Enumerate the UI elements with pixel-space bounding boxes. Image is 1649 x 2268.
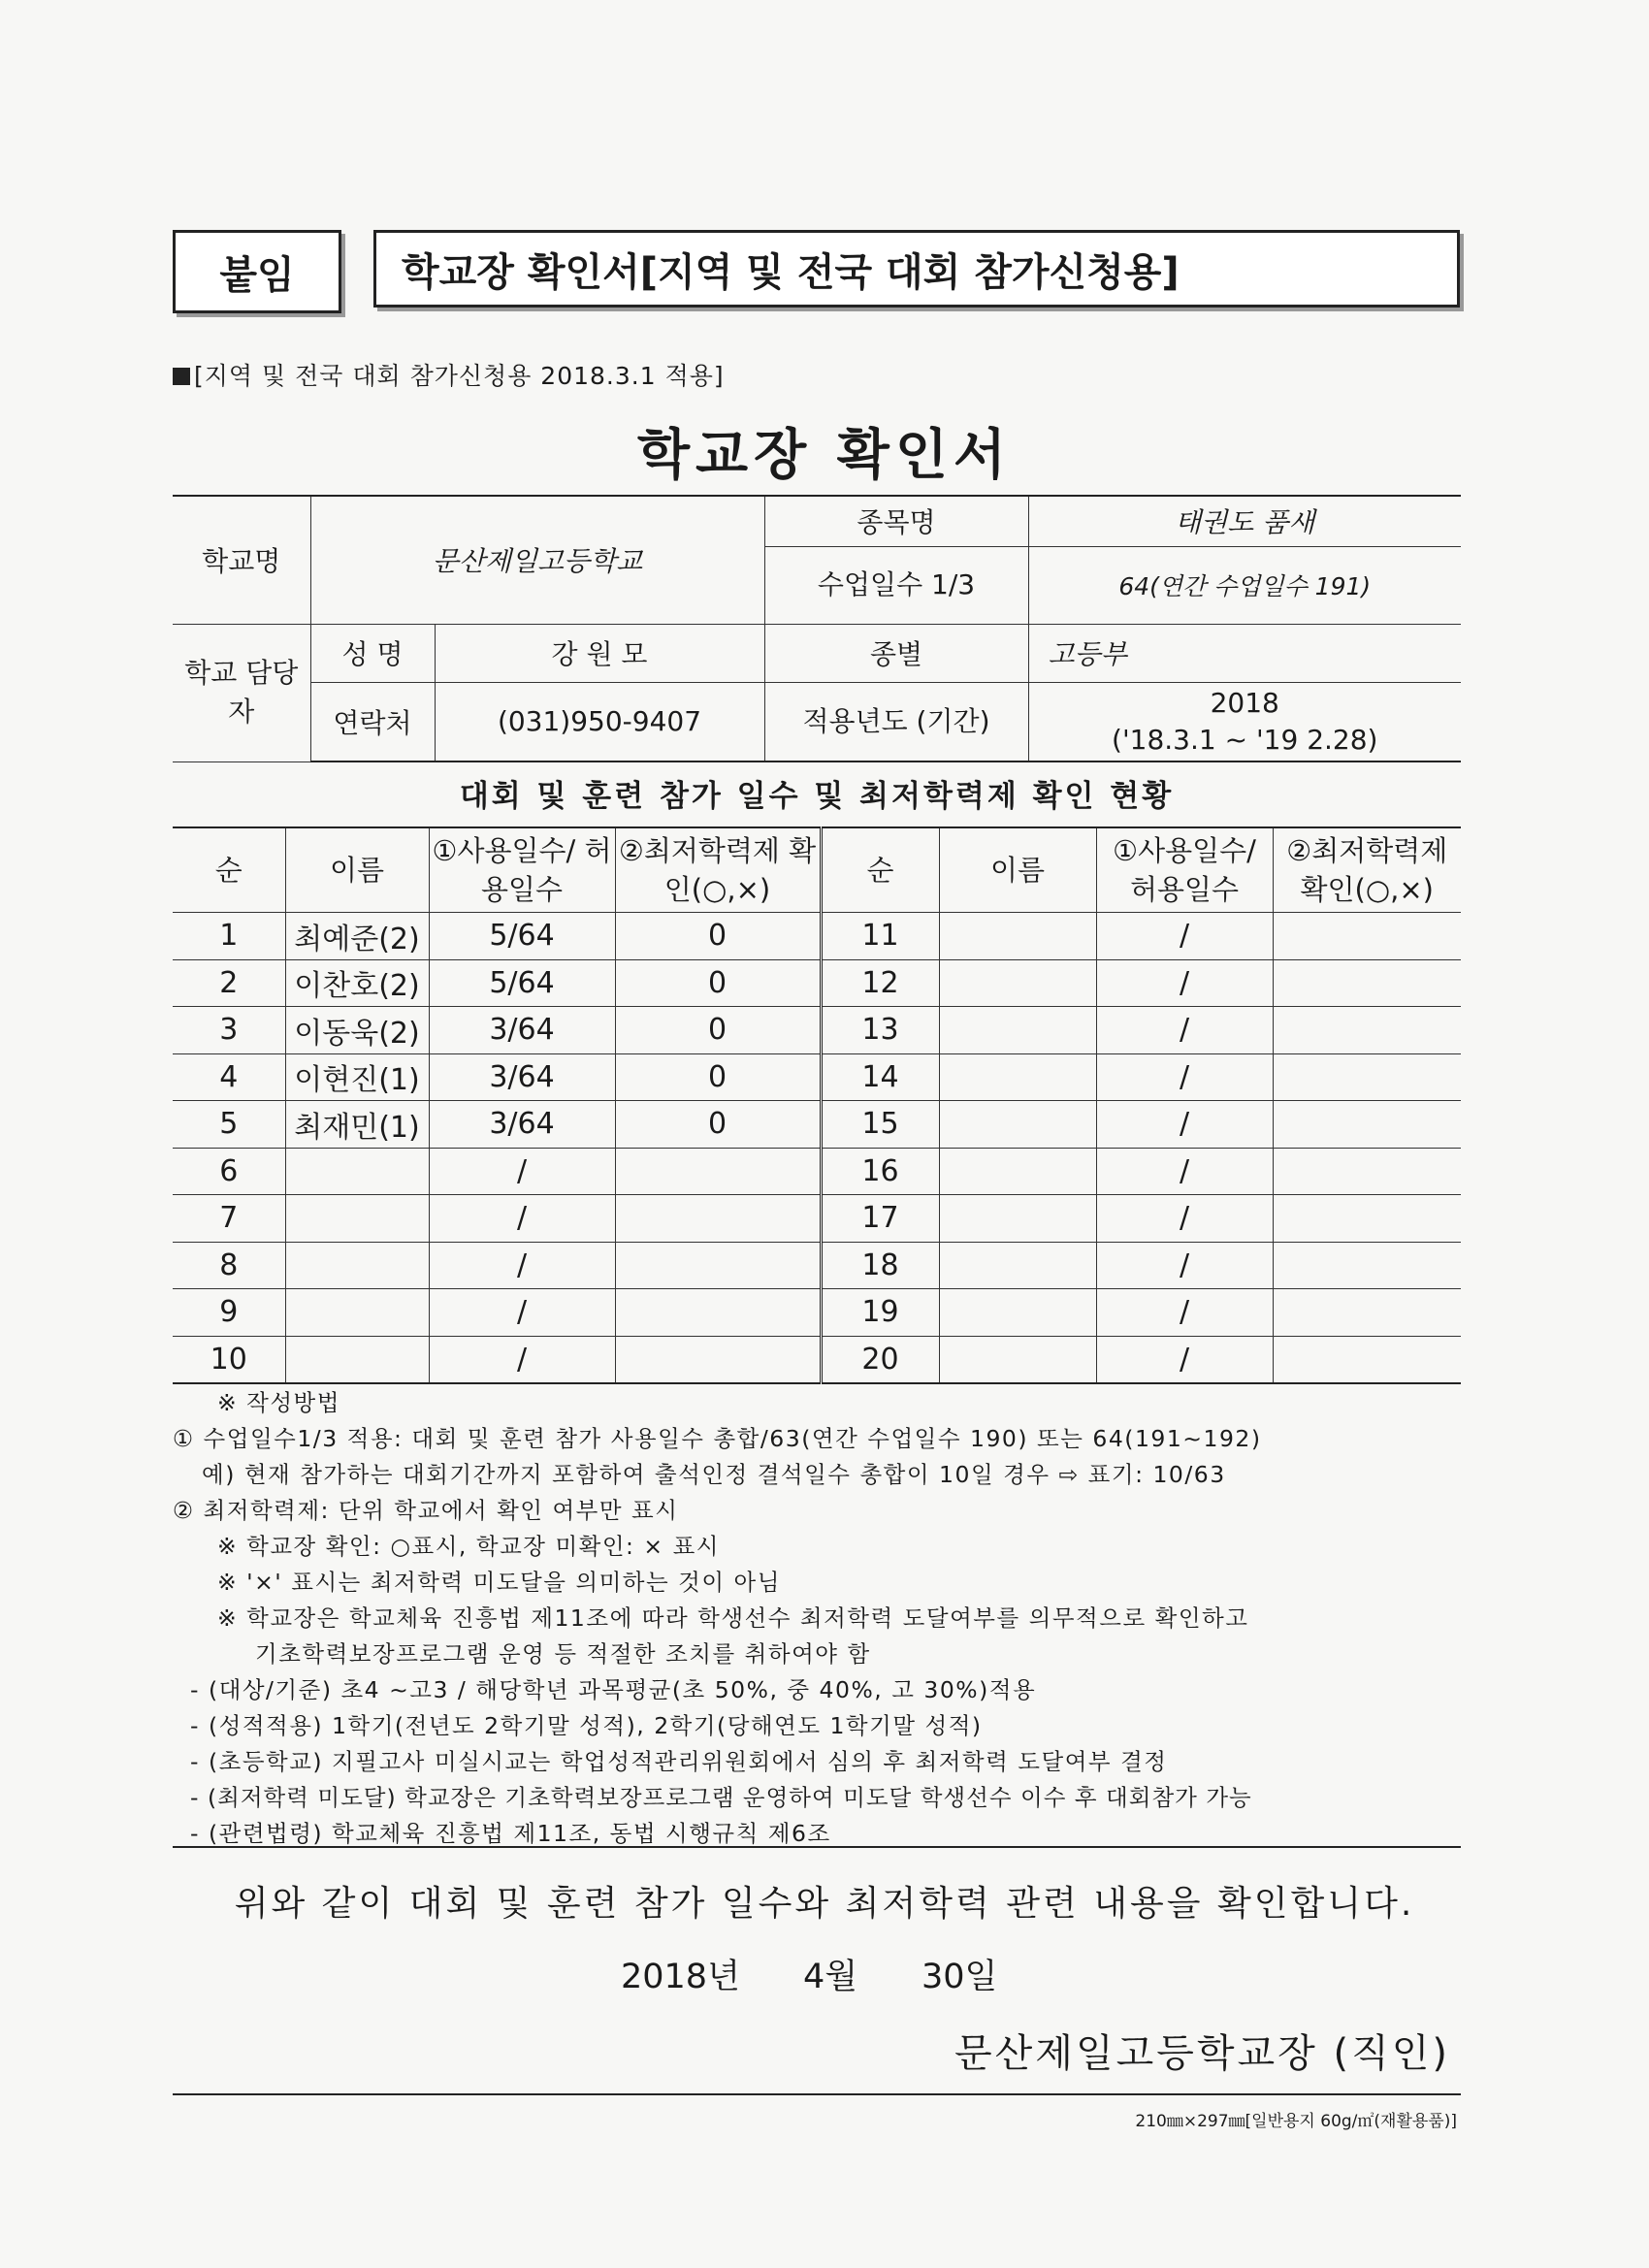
attachment-tag: 붙임 <box>173 230 341 313</box>
student-name <box>285 1195 429 1243</box>
student-name <box>939 1101 1096 1149</box>
date-year: 2018년 <box>621 1958 740 1996</box>
instruction-line: - (초등학교) 지필고사 미실시교는 학업성적관리위원회에서 심의 후 최저학력 도달여부 결정 <box>190 1748 1168 1775</box>
col-header-days: ①사용일수/ 허용일수 <box>1096 827 1273 913</box>
academic-check <box>1273 913 1461 960</box>
table-row <box>173 1148 1461 1195</box>
academic-check: 0 <box>615 1101 821 1149</box>
days-used: / <box>1096 1101 1273 1149</box>
academic-check <box>1273 1289 1461 1337</box>
academic-check <box>1273 1053 1461 1101</box>
event-value: 태권도 품새 <box>1028 496 1461 546</box>
division-value: 고등부 <box>1028 624 1461 682</box>
days-used: / <box>1096 1053 1273 1101</box>
applicability-note <box>173 357 725 392</box>
student-name <box>939 913 1096 960</box>
row-number: 2 <box>173 959 285 1007</box>
student-name <box>939 1148 1096 1195</box>
row-number: 17 <box>821 1195 939 1243</box>
col-header-check: ②최저학력제 확인(○,×) <box>1273 827 1461 913</box>
row-number: 12 <box>821 959 939 1007</box>
row-number: 1 <box>173 913 285 960</box>
instruction-line: ② 최저학력제: 단위 학교에서 확인 여부만 표시 <box>173 1497 679 1524</box>
instruction-line: - (최저학력 미도달) 학교장은 기초학력보장프로그램 운영하여 미도달 학생선수 이수 후 대회참가 가능 <box>190 1784 1252 1811</box>
days-used: / <box>429 1242 615 1289</box>
instruction-line: ※ 학교장 확인: ○표시, 학교장 미확인: × 표시 <box>217 1533 720 1560</box>
instruction-line: - (성적적용) 1학기(전년도 2학기말 성적), 2학기(당해연도 1학기말 성적) <box>190 1712 983 1739</box>
table-row <box>173 1336 1461 1383</box>
academic-check: 0 <box>615 1007 821 1054</box>
academic-check <box>615 1195 821 1243</box>
student-name <box>939 1336 1096 1383</box>
student-name <box>285 1289 429 1337</box>
date-day: 30일 <box>922 1958 998 1996</box>
academic-check <box>615 1289 821 1337</box>
school-info-table <box>173 495 1461 762</box>
days-used: / <box>1096 959 1273 1007</box>
row-number: 9 <box>173 1289 285 1337</box>
student-name <box>939 1007 1096 1054</box>
divider <box>173 2093 1461 2095</box>
days-used: / <box>429 1336 615 1383</box>
event-label: 종목명 <box>764 496 1028 546</box>
days-used: / <box>1096 913 1273 960</box>
year-cell <box>1028 682 1461 761</box>
academic-check <box>1273 959 1461 1007</box>
table-row <box>173 1242 1461 1289</box>
instruction-line: 기초학력보장프로그램 운영 등 적절한 조치를 취하여야 함 <box>255 1640 871 1668</box>
academic-check: 0 <box>615 1053 821 1101</box>
table-row <box>173 959 1461 1007</box>
confirmation-statement: 위와 같이 대회 및 훈련 참가 일수와 최저학력 관련 내용을 확인합니다. <box>234 1884 1415 1924</box>
instruction-line: ※ 학교장은 학교체육 진흥법 제11조에 따라 학생선수 최저학력 도달여부를 의무적으로 확인하고 <box>217 1604 1249 1632</box>
row-number: 5 <box>173 1101 285 1149</box>
instructions-heading: ※ 작성방법 <box>217 1389 340 1416</box>
academic-check <box>615 1336 821 1383</box>
paper-spec: 210㎜×297㎜[일반용지 60g/㎡(재활용품)] <box>1135 2112 1457 2131</box>
divider <box>173 1846 1461 1848</box>
academic-check <box>1273 1336 1461 1383</box>
row-number: 8 <box>173 1242 285 1289</box>
days-used: 5/64 <box>429 959 615 1007</box>
days-used: 5/64 <box>429 913 615 960</box>
student-name: 이현진(1) <box>285 1053 429 1101</box>
participation-table <box>173 826 1461 1384</box>
academic-check: 0 <box>615 959 821 1007</box>
days-used: / <box>429 1195 615 1243</box>
student-name <box>285 1242 429 1289</box>
writing-instructions <box>173 1385 1472 1852</box>
row-number: 16 <box>821 1148 939 1195</box>
manager-name-value: 강 원 모 <box>435 624 764 682</box>
table-row <box>173 1053 1461 1101</box>
days-used: 3/64 <box>429 1007 615 1054</box>
school-name-label: 학교명 <box>173 496 310 624</box>
col-header-name: 이름 <box>939 827 1096 913</box>
applicability-note-text: [지역 및 전국 대회 참가신청용 2018.3.1 적용] <box>194 362 725 390</box>
student-name <box>939 1053 1096 1101</box>
days-used: 3/64 <box>429 1053 615 1101</box>
days-used: / <box>429 1289 615 1337</box>
row-number: 14 <box>821 1053 939 1101</box>
student-name: 최예준(2) <box>285 913 429 960</box>
table-row <box>173 1007 1461 1054</box>
row-number: 15 <box>821 1101 939 1149</box>
instruction-line: ① 수업일수1/3 적용: 대회 및 훈련 참가 사용일수 총합/63(연간 수업일수 190) 또는 64(191~192) <box>173 1425 1262 1452</box>
student-name <box>939 1289 1096 1337</box>
student-name <box>939 959 1096 1007</box>
academic-check <box>615 1148 821 1195</box>
class-days-label: 수업일수 1/3 <box>764 546 1028 624</box>
school-name-value: 문산제일고등학교 <box>310 496 764 624</box>
days-used: / <box>429 1148 615 1195</box>
section-title: 대회 및 훈련 참가 일수 및 최저학력제 확인 현황 <box>459 779 1175 814</box>
row-number: 13 <box>821 1007 939 1054</box>
student-name: 이찬호(2) <box>285 959 429 1007</box>
row-number: 11 <box>821 913 939 960</box>
year-label: 적용년도 (기간) <box>764 682 1028 761</box>
student-name <box>939 1195 1096 1243</box>
row-number: 6 <box>173 1148 285 1195</box>
principal-signature: 문산제일고등학교장 (직인) <box>954 2031 1450 2076</box>
days-used: / <box>1096 1195 1273 1243</box>
table-row <box>173 1195 1461 1243</box>
days-used: / <box>1096 1148 1273 1195</box>
instruction-line: 예) 현재 참가하는 대회기간까지 포함하여 출석인정 결석일수 총합이 10일 경우 ⇨ 표기: 10/63 <box>202 1461 1226 1488</box>
row-number: 10 <box>173 1336 285 1383</box>
col-header-days: ①사용일수/ 허용일수 <box>429 827 615 913</box>
row-number: 20 <box>821 1336 939 1383</box>
academic-check <box>1273 1148 1461 1195</box>
year-value: 2018 <box>1210 686 1279 719</box>
academic-check <box>1273 1195 1461 1243</box>
table-row <box>173 1289 1461 1337</box>
document-title: 학교장 확인서 <box>636 424 1013 487</box>
student-name <box>285 1336 429 1383</box>
contact-label: 연락처 <box>310 682 435 761</box>
division-label: 종별 <box>764 624 1028 682</box>
table-row <box>173 913 1461 960</box>
academic-check <box>1273 1242 1461 1289</box>
table-row <box>173 1101 1461 1149</box>
row-number: 18 <box>821 1242 939 1289</box>
days-used: / <box>1096 1336 1273 1383</box>
row-number: 19 <box>821 1289 939 1337</box>
days-used: / <box>1096 1289 1273 1337</box>
row-number: 3 <box>173 1007 285 1054</box>
student-name <box>285 1148 429 1195</box>
col-header-no: 순 <box>821 827 939 913</box>
class-days-value: 64(연간 수업일수 191) <box>1028 546 1461 624</box>
student-name <box>939 1242 1096 1289</box>
student-name: 이동욱(2) <box>285 1007 429 1054</box>
participation-rows <box>173 913 1461 1384</box>
manager-label: 학교 담당자 <box>173 624 310 761</box>
instruction-line: ※ '×' 표시는 최저학력 미도달을 의미하는 것이 아님 <box>217 1569 781 1596</box>
row-number: 7 <box>173 1195 285 1243</box>
instruction-line: - (관련법령) 학교체육 진흥법 제11조, 동법 시행규칙 제6조 <box>190 1820 831 1847</box>
square-bullet-icon <box>173 368 190 385</box>
student-name: 최재민(1) <box>285 1101 429 1149</box>
col-header-check: ②최저학력제 확인(○,×) <box>615 827 821 913</box>
manager-name-label: 성 명 <box>310 624 435 682</box>
col-header-no: 순 <box>173 827 285 913</box>
instruction-line: - (대상/기준) 초4 ~고3 / 해당학년 과목평균(초 50%, 중 40%, 고 30%)적용 <box>190 1676 1037 1703</box>
date-month: 4월 <box>803 1958 858 1996</box>
academic-check <box>615 1242 821 1289</box>
academic-check <box>1273 1007 1461 1054</box>
period-value: ('18.3.1 ~ '19 2.28) <box>1112 723 1378 756</box>
days-used: / <box>1096 1007 1273 1054</box>
academic-check: 0 <box>615 913 821 960</box>
days-used: / <box>1096 1242 1273 1289</box>
header-title: 학교장 확인서[지역 및 전국 대회 참가신청용] <box>373 230 1460 308</box>
days-used: 3/64 <box>429 1101 615 1149</box>
col-header-name: 이름 <box>285 827 429 913</box>
contact-value: (031)950-9407 <box>435 682 764 761</box>
academic-check <box>1273 1101 1461 1149</box>
row-number: 4 <box>173 1053 285 1101</box>
